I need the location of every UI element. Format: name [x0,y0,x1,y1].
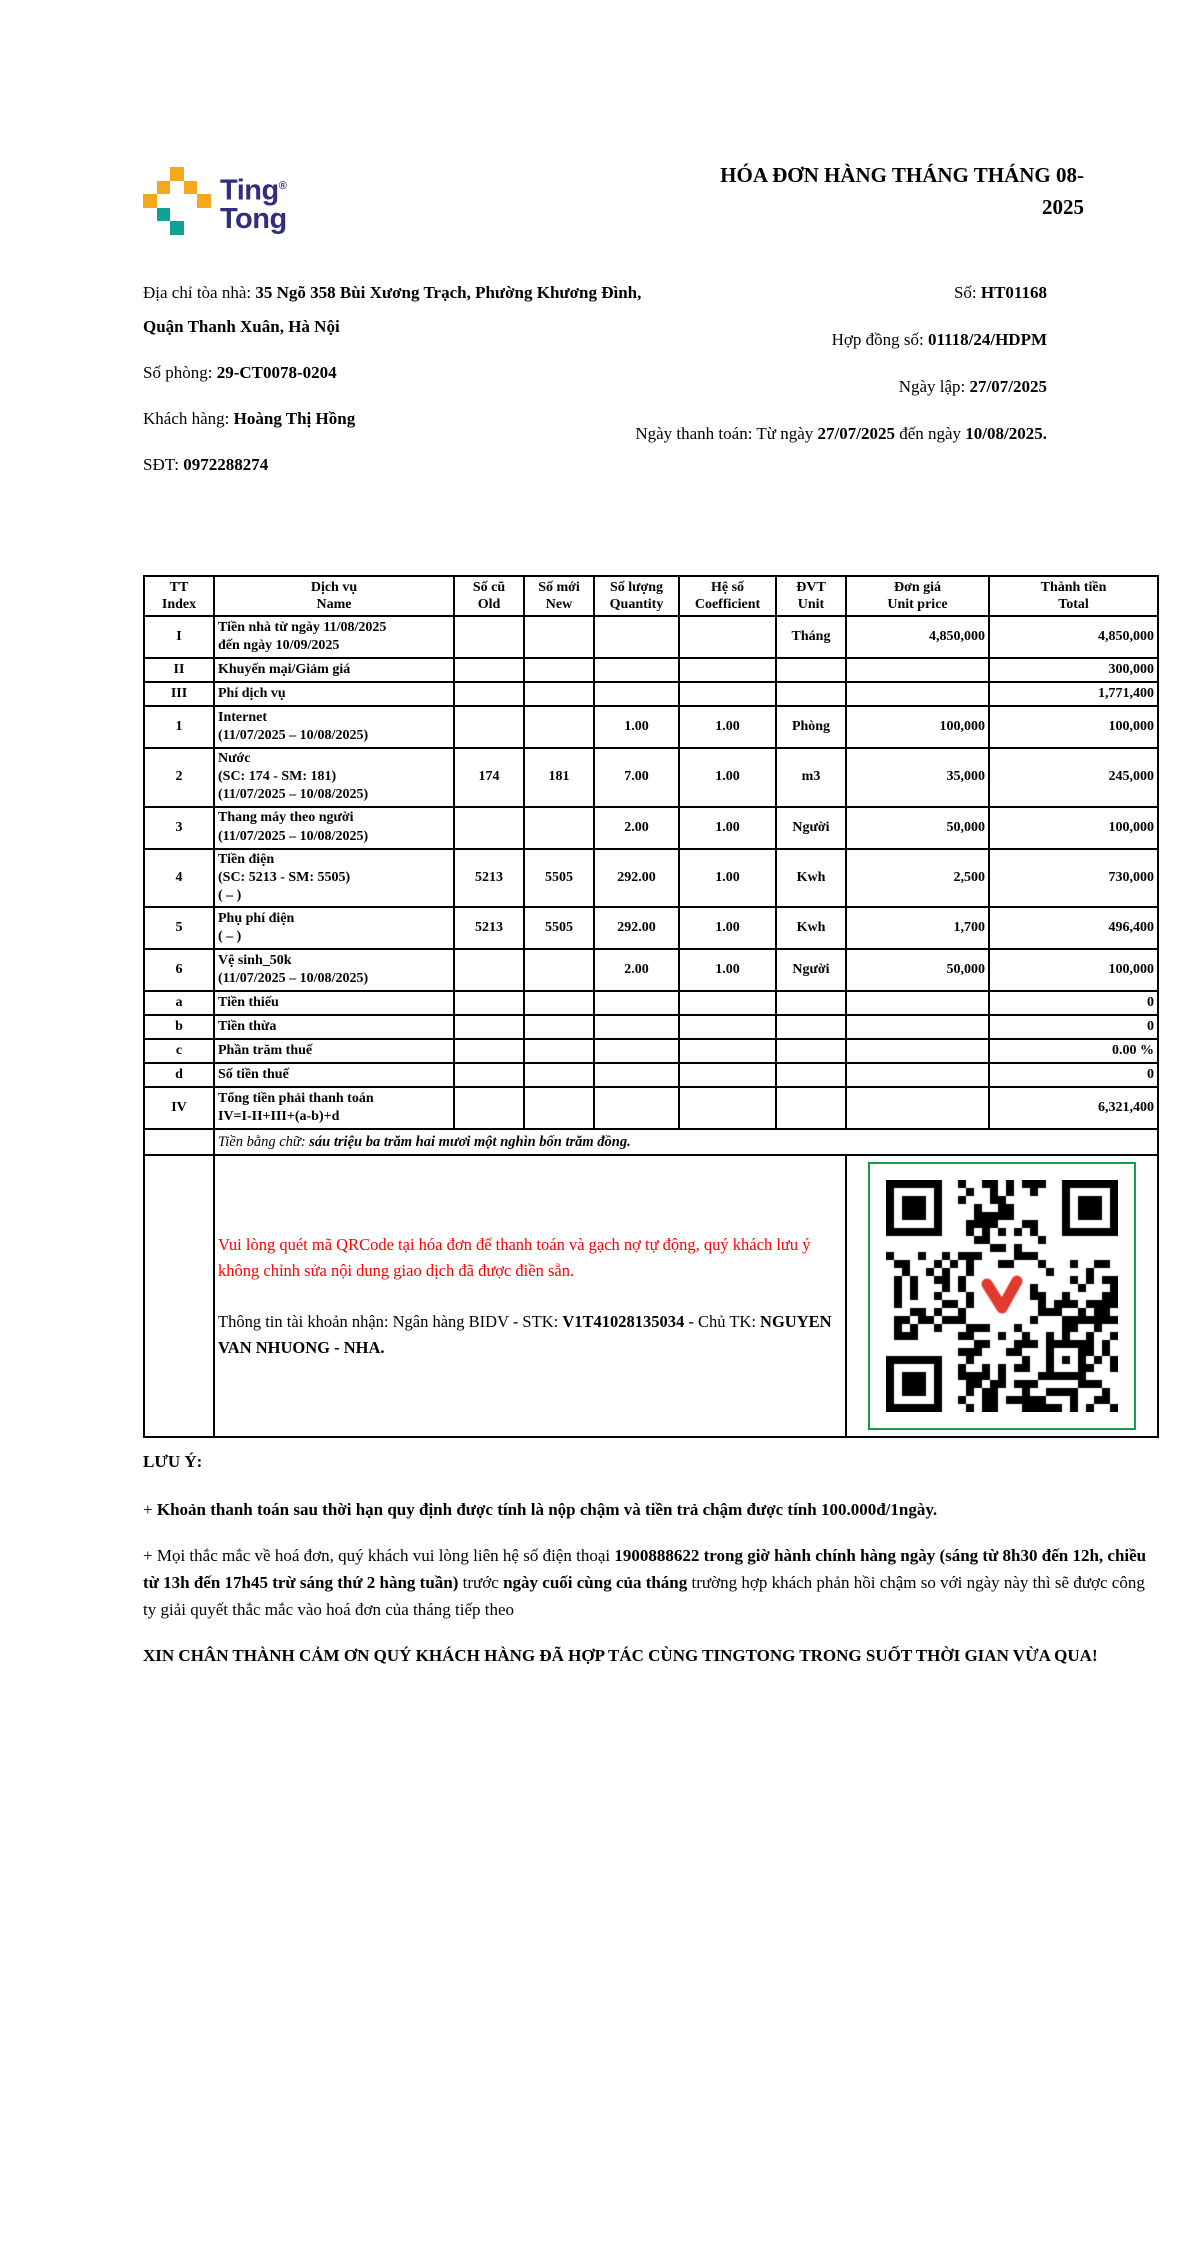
table-cell: a [144,991,214,1015]
room-number [143,356,648,390]
qr-code-frame [868,1162,1136,1430]
table-cell: Thang máy theo người (11/07/2025 – 10/08/2025) [214,807,454,849]
table-cell: 0 [989,1015,1158,1039]
table-cell [594,682,679,706]
logo-pixel [197,194,211,208]
table-cell: Khuyến mại/Giảm giá [214,658,454,682]
table-cell: 245,000 [989,748,1158,807]
table-cell: Nước (SC: 174 - SM: 181) (11/07/2025 – 10/08/2025) [214,748,454,807]
payment-instructions [214,1155,846,1437]
column-header-quantity: Số lượng Quantity [594,576,679,616]
text-segment: Tiền bằng chữ: [218,1133,310,1150]
table-cell [679,1063,776,1087]
column-header-index: TT Index [144,576,214,616]
column-header-unit-price: Đơn giá Unit price [846,576,989,616]
table-cell [594,1087,679,1129]
table-cell [524,658,594,682]
table-cell: 5505 [524,849,594,908]
table-cell [524,1063,594,1087]
table-cell [454,1015,524,1039]
text-segment: - Chủ TK: [684,1312,761,1332]
column-header-unit: ĐVT Unit [776,576,846,616]
table-cell: 1.00 [679,807,776,849]
column-header-new: Số mới New [524,576,594,616]
text-segment: 1900888622 trong giờ hành chính hàng ngày (sáng từ 8h30 đến 12h, chiều từ 13h đến 17h45 trừ sáng thứ 2 hàng tuần) [143,1546,1147,1592]
text-segment: 27/07/2025 [817,424,895,443]
text-segment: sáu triệu ba trăm hai mươi một nghìn bốn trăm đồng. [309,1133,631,1150]
table-cell [776,658,846,682]
table-cell: 1.00 [679,706,776,748]
table-cell: 2 [144,748,214,807]
issue-date [597,370,1047,404]
table-cell: 1,771,400 [989,682,1158,706]
table-cell: 50,000 [846,949,989,991]
field-label: Số phòng: [143,363,217,382]
table-cell [524,991,594,1015]
logo-pixel [157,181,171,195]
table-cell [679,682,776,706]
text-segment: trường hợp khách phản hồi chậm so với ngày này thì sẽ được công ty giải quyết thắc mắc vào hoá đơn của tháng tiếp theo [143,1573,1145,1619]
table-cell: 496,400 [989,907,1158,949]
table-cell: 6 [144,949,214,991]
field-label: SĐT: [143,455,184,474]
table-cell: 100,000 [989,949,1158,991]
table-cell: d [144,1063,214,1087]
table-cell: 35,000 [846,748,989,807]
table-cell: Số tiền thuế [214,1063,454,1087]
table-cell [454,1063,524,1087]
table-cell: Phần trăm thuế [214,1039,454,1063]
table-cell: 0 [989,1063,1158,1087]
table-cell [454,949,524,991]
table-row [144,682,1158,706]
invoice-number [597,276,1047,310]
table-cell [454,706,524,748]
table-cell [454,658,524,682]
table-cell [846,1063,989,1087]
table-cell [846,1015,989,1039]
table-cell [594,1039,679,1063]
table-cell [776,1039,846,1063]
table-row [144,949,1158,991]
text-segment: Khoản thanh toán sau thời hạn quy định được tính là nộp chậm và tiền trả chậm được tính 100.000đ/1ngày. [156,1500,938,1519]
field-value: 0972288274 [183,455,269,474]
table-cell [594,991,679,1015]
ting-tong-logo-icon [143,167,211,235]
table-header-row [144,576,1158,616]
text-segment: 10/08/2025. [965,424,1047,443]
text-segment: NGUYEN VAN NHUONG - NHA. [218,1312,832,1357]
footer-notes [143,1448,1159,1688]
table-cell: Vệ sinh_50k (11/07/2025 – 10/08/2025) [214,949,454,991]
qr-code-cell [846,1155,1158,1437]
text-segment: 27/07/2025 [969,377,1047,396]
text-segment: V1T41028135034 [562,1312,685,1332]
table-cell: III [144,682,214,706]
table-cell: 292.00 [594,907,679,949]
payment-period [597,417,1047,451]
table-cell: 100,000 [989,807,1158,849]
qr-code [886,1180,1118,1412]
table-cell: 1.00 [679,907,776,949]
table-cell [679,1087,776,1129]
table-cell [524,1087,594,1129]
table-cell [679,658,776,682]
table-cell: 4,850,000 [846,616,989,658]
table-cell: 1 [144,706,214,748]
table-cell: 1.00 [679,849,776,908]
table-cell: 0.00 % [989,1039,1158,1063]
table-cell: 181 [524,748,594,807]
table-cell: 100,000 [846,706,989,748]
text-segment: + [143,1500,157,1519]
table-cell [679,616,776,658]
table-cell: 300,000 [989,658,1158,682]
table-cell: Tiền thiếu [214,991,454,1015]
table-cell: 5213 [454,907,524,949]
table-cell: 5 [144,907,214,949]
table-cell: 5505 [524,907,594,949]
logo-pixel [170,221,184,235]
customer-phone [143,448,648,482]
text-segment: Hợp đồng số: [831,330,928,349]
field-label: Khách hàng: [143,409,234,428]
bank-account-info [218,1309,842,1360]
table-cell [846,682,989,706]
table-cell [846,1087,989,1129]
logo-pixel [157,208,171,222]
table-cell [524,706,594,748]
table-cell: Tiền nhà từ ngày 11/08/2025 đến ngày 10/09/2025 [214,616,454,658]
table-row [144,658,1158,682]
table-cell: 174 [454,748,524,807]
text-segment: 01118/24/HDPM [928,330,1047,349]
table-cell [679,1039,776,1063]
table-cell [594,1015,679,1039]
table-cell [524,682,594,706]
table-cell: Người [776,949,846,991]
table-cell: Phòng [776,706,846,748]
table-cell [454,991,524,1015]
text-segment: Thông tin tài khoản nhận: Ngân hàng BIDV - STK: [218,1312,563,1332]
field-label: Địa chỉ tòa nhà: [143,283,256,302]
qr-scan-note: Vui lòng quét mã QRCode tại hóa đơn để thanh toán và gạch nợ tự động, quý khách lưu ý không chỉnh sửa nội dung giao dịch đã được điền sẵn. [218,1235,811,1280]
table-cell: 4,850,000 [989,616,1158,658]
table-cell: Tổng tiền phải thanh toán IV=I-II+III+(a-b)+d [214,1087,454,1129]
building-address [143,276,648,344]
registered-mark: ® [278,180,287,192]
invoice-info-left [143,276,648,494]
table-row [144,1015,1158,1039]
brand-wordmark [220,172,287,233]
table-cell [524,1015,594,1039]
amount-in-words [214,1129,1158,1155]
table-cell: 1.00 [679,748,776,807]
table-cell: 3 [144,807,214,849]
column-header-coefficient: Hệ số Coefficient [679,576,776,616]
notes-heading: LƯU Ý: [143,1452,203,1471]
table-cell [144,1155,214,1437]
table-cell [524,1039,594,1063]
table-cell [144,1129,214,1155]
table-cell: Kwh [776,849,846,908]
table-cell: 50,000 [846,807,989,849]
table-row [144,991,1158,1015]
table-cell: 1.00 [594,706,679,748]
payment-row [144,1155,1158,1437]
table-row [144,616,1158,658]
table-cell: Tiền thừa [214,1015,454,1039]
table-cell: I [144,616,214,658]
table-cell: Phụ phí điện ( – ) [214,907,454,949]
column-header-total: Thành tiền Total [989,576,1158,616]
table-cell: 100,000 [989,706,1158,748]
table-row [144,807,1158,849]
table-row [144,706,1158,748]
table-cell [454,1087,524,1129]
thank-you-message: XIN CHÂN THÀNH CẢM ƠN QUÝ KHÁCH HÀNG ĐÃ HỢP TÁC CÙNG TINGTONG TRONG SUỐT THỜI GIAN VỪA QUA! [143,1646,1098,1665]
text-segment: Ngày lập: [898,377,970,396]
table-cell: b [144,1015,214,1039]
table-cell: 1,700 [846,907,989,949]
table-cell: Tiền điện (SC: 5213 - SM: 5505) ( – ) [214,849,454,908]
table-cell [454,807,524,849]
table-cell [524,949,594,991]
text-segment: Số: [953,283,981,302]
table-cell [594,1063,679,1087]
table-cell: 2,500 [846,849,989,908]
table-row [144,849,1158,908]
table-cell [454,682,524,706]
table-cell [454,616,524,658]
table-cell [524,807,594,849]
table-cell: 4 [144,849,214,908]
field-value: 35 Ngõ 358 Bùi Xương Trạch, Phường Khương Đình, Quận Thanh Xuân, Hà Nội [143,283,642,336]
table-cell [846,1039,989,1063]
text-segment: ngày cuối cùng của tháng [503,1573,688,1592]
table-cell [594,658,679,682]
table-cell [594,616,679,658]
table-cell: Phí dịch vụ [214,682,454,706]
logo-pixel [143,194,157,208]
table-cell [776,1015,846,1039]
table-cell: 0 [989,991,1158,1015]
customer-name [143,402,648,436]
table-cell [846,658,989,682]
table-cell: 292.00 [594,849,679,908]
table-cell [454,1039,524,1063]
contract-number [597,323,1047,357]
hotline-note [143,1542,1159,1623]
brand-name-bottom: Tong [220,202,287,235]
table-row [144,748,1158,807]
table-cell [776,991,846,1015]
table-row [144,1063,1158,1087]
table-cell: Tháng [776,616,846,658]
text-segment: Ngày thanh toán: Từ ngày [635,424,818,443]
table-cell [846,991,989,1015]
table-cell [776,1063,846,1087]
table-row [144,1039,1158,1063]
table-cell [776,1087,846,1129]
brand-logo [143,164,287,235]
table-cell: c [144,1039,214,1063]
table-cell [679,1015,776,1039]
table-cell: IV [144,1087,214,1129]
table-cell: 6,321,400 [989,1087,1158,1129]
table-row [144,1087,1158,1129]
table-cell: 730,000 [989,849,1158,908]
brand-name-top: Ting [220,174,279,207]
text-segment: đến ngày [894,424,966,443]
field-value: 29-CT0078-0204 [216,363,337,382]
table-cell: Internet (11/07/2025 – 10/08/2025) [214,706,454,748]
table-cell: 1.00 [679,949,776,991]
table-cell: 2.00 [594,807,679,849]
text-segment: + Mọi thắc mắc về hoá đơn, quý khách vui lòng liên hệ số điện thoại [143,1546,615,1565]
table-cell: 5213 [454,849,524,908]
table-cell: 2.00 [594,949,679,991]
invoice-table [143,575,1159,1438]
table-cell [524,616,594,658]
table-cell: Người [776,807,846,849]
text-segment: HT01168 [980,283,1047,302]
table-row [144,907,1158,949]
column-header-old: Số cũ Old [454,576,524,616]
table-cell: 7.00 [594,748,679,807]
table-cell [679,991,776,1015]
table-cell [776,682,846,706]
logo-pixel [184,181,198,195]
logo-pixel [170,167,184,181]
late-payment-note [143,1496,1159,1523]
text-segment: trước [458,1573,504,1592]
table-cell: m3 [776,748,846,807]
field-value: Hoàng Thị Hồng [233,409,356,428]
invoice-info-right [597,276,1047,464]
table-cell: II [144,658,214,682]
amount-in-words-row [144,1129,1158,1155]
page-title: HÓA ĐƠN HÀNG THÁNG THÁNG 08-2025 [720,163,1084,219]
table-cell: Kwh [776,907,846,949]
column-header-name: Dịch vụ Name [214,576,454,616]
